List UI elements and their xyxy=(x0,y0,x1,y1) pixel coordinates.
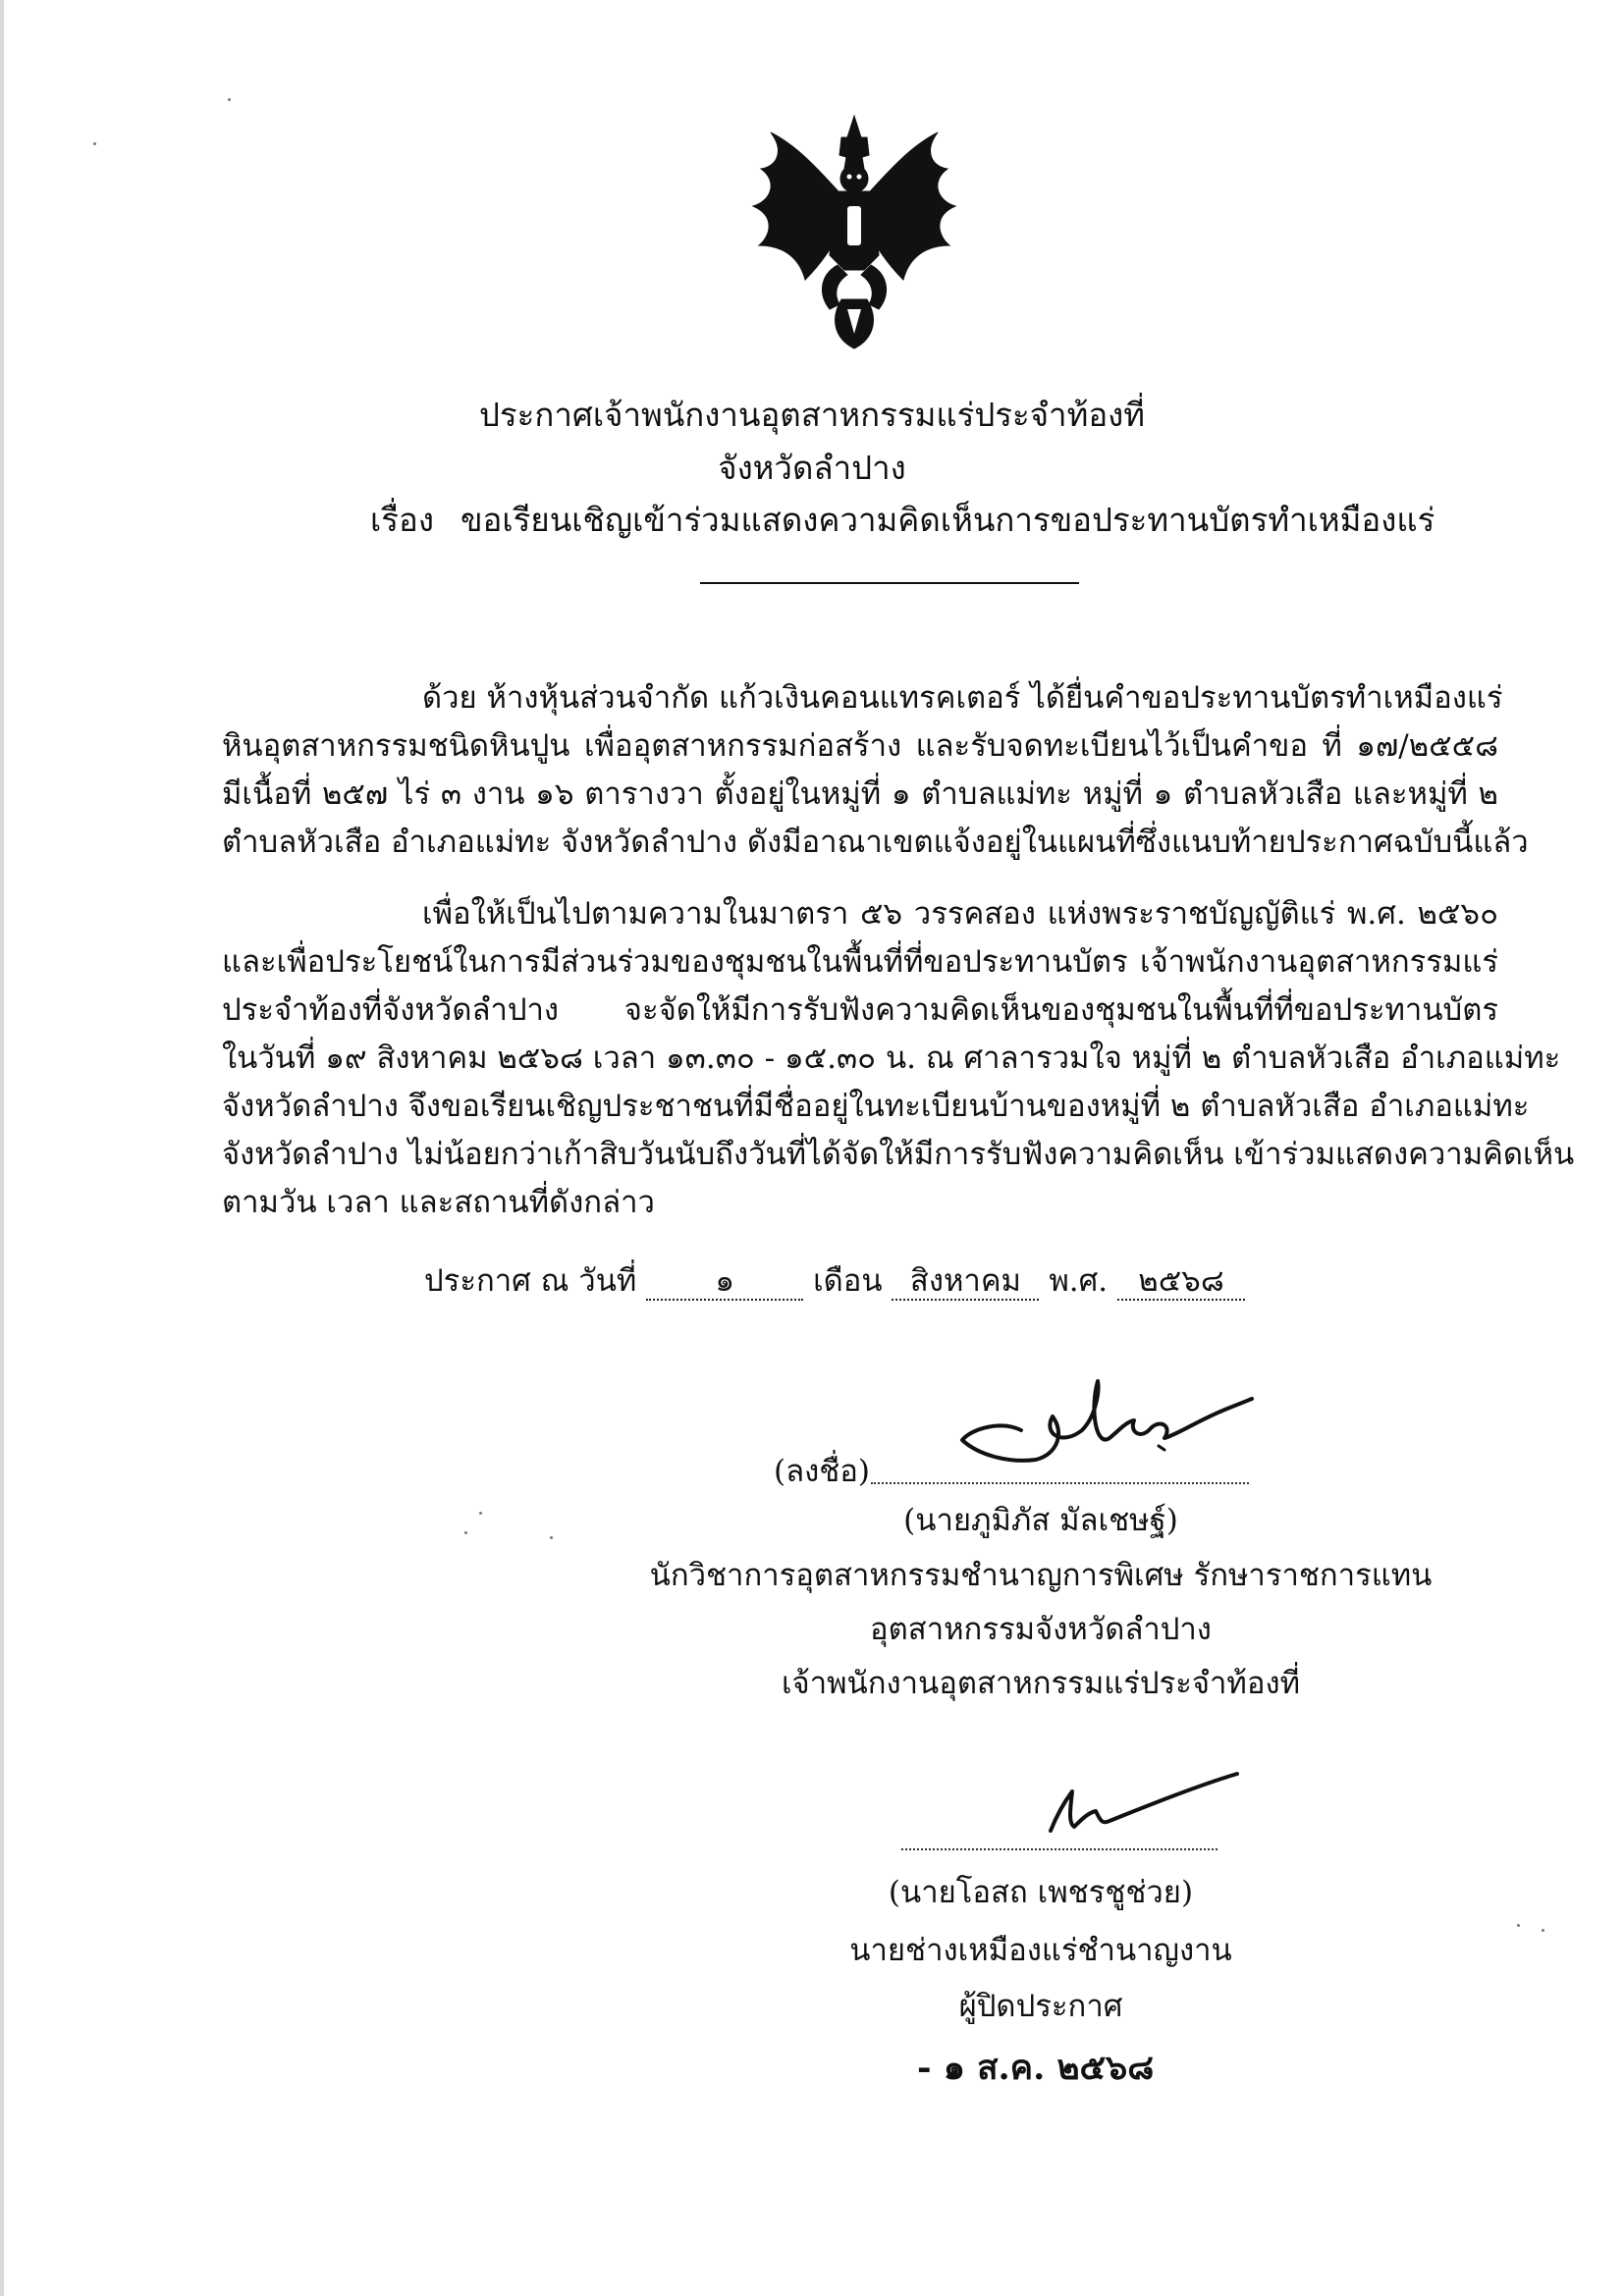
date-year: ๒๕๖๘ xyxy=(1117,1263,1245,1301)
scan-speck xyxy=(228,98,231,101)
date-year-label: พ.ศ. xyxy=(1049,1263,1109,1299)
paragraph-1-line: ด้วย ห้างหุ้นส่วนจำกัด แก้วเงินคอนแทรคเตอร์ ได้ยื่นคำขอประทานบัตรทำเหมืองแร่ xyxy=(422,680,1503,716)
signature-2-line xyxy=(901,1848,1218,1850)
paragraph-1-line: ตำบลหัวเสือ อำเภอแม่ทะ จังหวัดลำปาง ดังมีอาณาเขตแจ้งอยู่ในแผนที่ซึ่งแนบท้ายประกาศฉบับนี้แล้ว xyxy=(222,825,1529,860)
garuda-emblem-icon xyxy=(731,108,977,353)
signatory-2-position-1: นายช่างเหมืองแร่ชำนาญงาน xyxy=(849,1933,1232,1968)
posted-date-stamp: - ๑ ส.ค. ๒๕๖๘ xyxy=(917,2048,1155,2088)
scan-speck xyxy=(479,1512,482,1515)
sign-label: (ลงชื่อ) xyxy=(774,1454,870,1489)
paragraph-2-line: และเพื่อประโยชน์ในการมีส่วนร่วมของชุมชนในพื้นที่ที่ขอประทานบัตร เจ้าพนักงานอุตสาหกรรมแร่ xyxy=(222,944,1498,980)
scan-speck xyxy=(464,1531,467,1534)
paragraph-2-line: จังหวัดลำปาง จึงขอเรียนเชิญประชาชนที่มีชื่ออยู่ในทะเบียนบ้านของหมู่ที่ ๒ ตำบลหัวเสือ อำเภอแม่ทะ xyxy=(222,1089,1530,1124)
announcement-date xyxy=(424,1259,1245,1303)
paragraph-1-line: หินอุตสาหกรรมชนิดหินปูน เพื่ออุตสาหกรรมก่อสร้าง และรับจดทะเบียนไว้เป็นคำขอ ที่ ๑๗/๒๕๕๘ xyxy=(222,728,1498,764)
date-month: สิงหาคม xyxy=(892,1263,1039,1301)
scan-speck xyxy=(550,1536,553,1539)
signature-2-image xyxy=(1031,1762,1247,1850)
scan-speck xyxy=(93,142,96,145)
signature-1-line xyxy=(871,1482,1249,1484)
paragraph-1 xyxy=(222,674,1529,867)
date-day: ๑ xyxy=(646,1263,803,1301)
signatory-1-position-1: นักวิชาการอุตสาหกรรมชำนาญการพิเศษ รักษาราชการแทน xyxy=(649,1558,1433,1593)
scan-speck xyxy=(1517,1924,1520,1927)
signatory-1-name: (นายภูมิภัส มัลเชษฐ์) xyxy=(903,1503,1178,1538)
date-prefix: ประกาศ ณ วันที่ xyxy=(424,1263,637,1299)
paragraph-2-line: ประจำท้องที่จังหวัดลำปาง จะจัดให้มีการรับฟังความคิดเห็นของชุมชนในพื้นที่ที่ขอประทานบัตร xyxy=(222,992,1498,1028)
paragraph-2-line: จังหวัดลำปาง ไม่น้อยกว่าเก้าสิบวันนับถึงวันที่ได้จัดให้มีการรับฟังความคิดเห็น เข้าร่วมแสดงความคิดเห็น xyxy=(222,1137,1575,1172)
subject-line xyxy=(370,499,1450,542)
heading-divider xyxy=(700,582,1079,584)
signatory-2-position-2: ผู้ปิดประกาศ xyxy=(958,1989,1123,2024)
scan-edge xyxy=(0,0,4,2296)
date-month-label: เดือน xyxy=(813,1263,883,1299)
province-title: จังหวัดลำปาง xyxy=(718,449,906,487)
signature-1-image xyxy=(933,1369,1267,1477)
paragraph-1-line: มีเนื้อที่ ๒๕๗ ไร่ ๓ งาน ๑๖ ตารางวา ตั้งอยู่ในหมู่ที่ ๑ ตำบลแม่ทะ หมู่ที่ ๑ ตำบลหัวเสือ และหมู่ที่ ๒ xyxy=(222,776,1498,812)
signatory-1-position-2: อุตสาหกรรมจังหวัดลำปาง xyxy=(870,1612,1212,1647)
paragraph-2 xyxy=(222,890,1575,1227)
subject-label: เรื่อง xyxy=(370,501,434,539)
subject-text: ขอเรียนเชิญเข้าร่วมแสดงความคิดเห็นการขอประทานบัตรทำเหมืองแร่ xyxy=(460,501,1435,539)
paragraph-2-line: เพื่อให้เป็นไปตามความในมาตรา ๕๖ วรรคสอง แห่งพระราชบัญญัติแร่ พ.ศ. ๒๕๖๐ xyxy=(422,896,1498,932)
signatory-2-name: (นายโอสถ เพชรชูช่วย) xyxy=(888,1875,1194,1910)
announcement-title: ประกาศเจ้าพนักงานอุตสาหกรรมแร่ประจำท้องที่ xyxy=(478,396,1146,434)
paragraph-2-line: ในวันที่ ๑๙ สิงหาคม ๒๕๖๘ เวลา ๑๓.๓๐ - ๑๕.๓๐ น. ณ ศาลารวมใจ หมู่ที่ ๒ ตำบลหัวเสือ อำเภอแม่ทะ xyxy=(222,1041,1561,1076)
signatory-1-position-3: เจ้าพนักงานอุตสาหกรรมแร่ประจำท้องที่ xyxy=(781,1666,1301,1701)
scan-speck xyxy=(1542,1929,1544,1932)
paragraph-2-line: ตามวัน เวลา และสถานที่ดังกล่าว xyxy=(222,1185,655,1220)
